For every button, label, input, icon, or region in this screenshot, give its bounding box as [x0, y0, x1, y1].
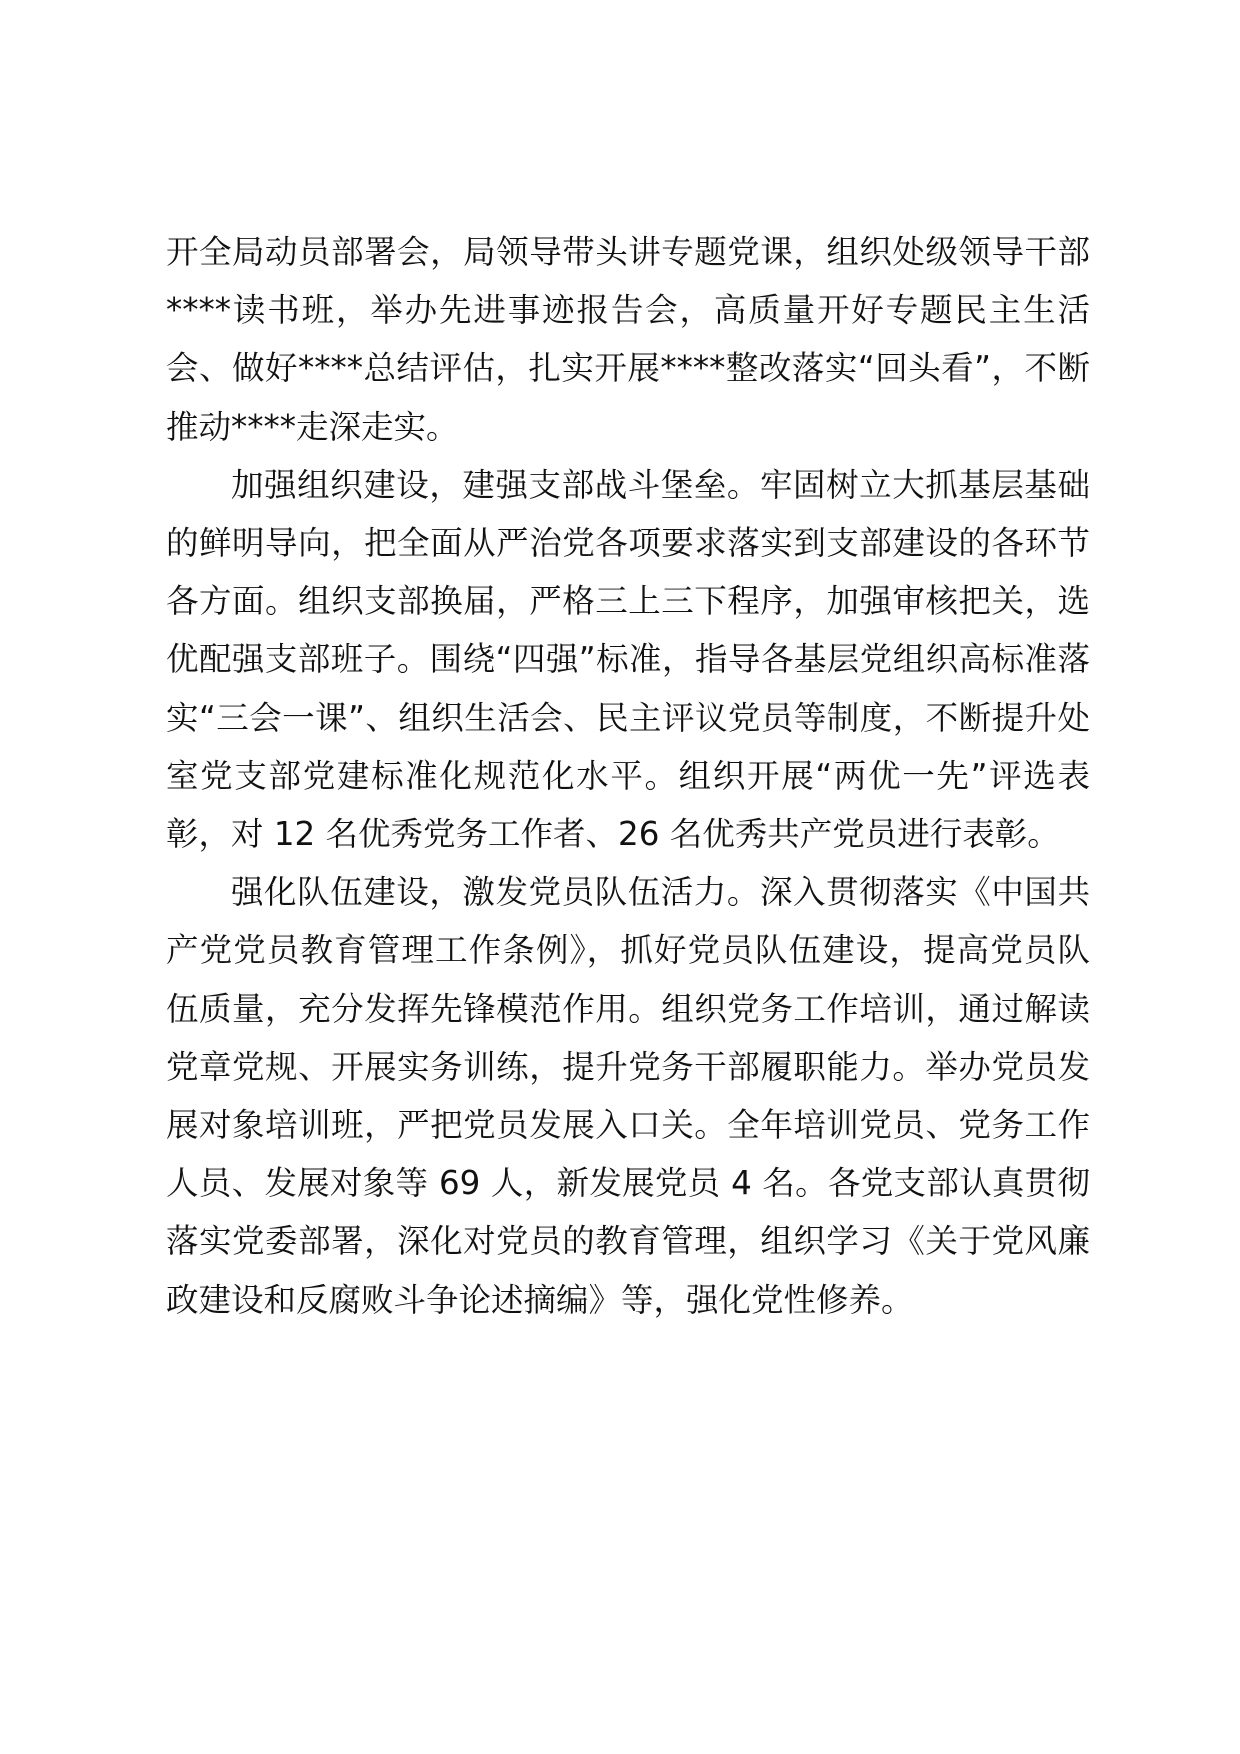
paragraph-1: 开全局动员部署会，局领导带头讲专题党课，组织处级领导干部****读书班，举办先进事迹报告会，高质量开好专题民主生活会、做好****总结评估，扎实开展****整改落实“回头看”，不断推动****走深走实。: [166, 233, 1090, 446]
document-body: [166, 223, 1090, 1329]
paragraph-3: 强化队伍建设，激发党员队伍活力。深入贯彻落实《中国共产党党员教育管理工作条例》，抓好党员队伍建设，提高党员队伍质量，充分发挥先锋模范作用。组织党务工作培训，通过解读党章党规、开展实务训练，提升党务干部履职能力。举办党员发展对象培训班，严把党员发展入口关。全年培训党员、党务工作人员、发展对象等 69 人，新发展党员 4 名。各党支部认真贯彻落实党委部署，深化对党员的教育管理，组织学习《关于党风廉政建设和反腐败斗争论述摘编》等，强化党性修养。: [166, 873, 1090, 1319]
paragraph-2: 加强组织建设，建强支部战斗堡垒。牢固树立大抓基层基础的鲜明导向，把全面从严治党各项要求落实到支部建设的各环节各方面。组织支部换届，严格三上三下程序，加强审核把关，选优配强支部班子。围绕“四强”标准，指导各基层党组织高标准落实“三会一课”、组织生活会、民主评议党员等制度，不断提升处室党支部党建标准化规范化水平。组织开展“两优一先”评选表彰，对 12 名优秀党务工作者、26 名优秀共产党员进行表彰。: [166, 465, 1090, 854]
